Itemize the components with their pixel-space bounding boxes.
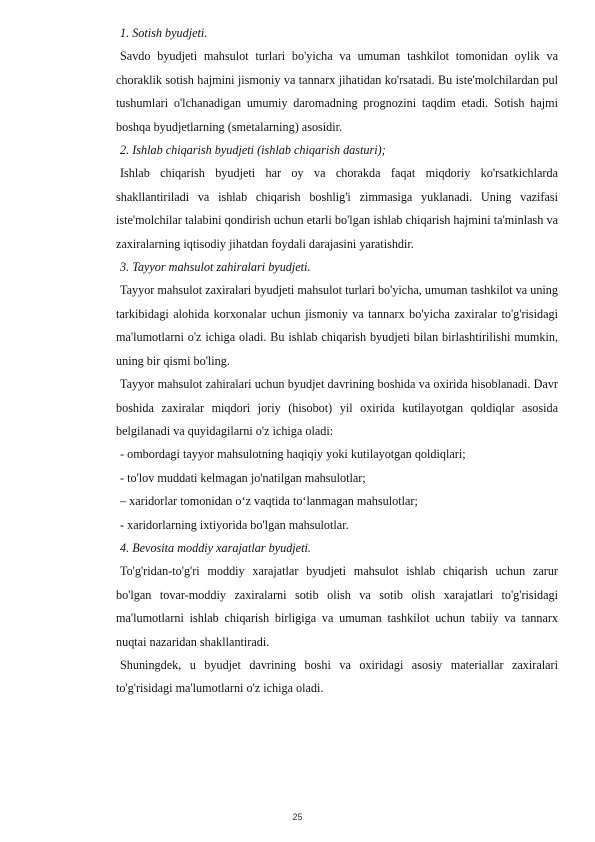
list-item: - xaridorlarning ixtiyorida bo'lgan mahsulotlar. — [120, 517, 349, 532]
paragraph-finished-goods-budget: Tayyor mahsulot zaxiralari byudjeti mahsulot turlari bo'yicha, umuman tashkilot va uning tarkibidagi alohida korxonalar uchun jismoniy va tannarx bo'yicha zaxiralar to'g'risidagi ma'lumotlarni o'z ichiga oladi. Bu ishlab chiqarish byudjeti bilan birlashtirilishi mumkin, uning bir qismi bo'ling. — [116, 283, 558, 368]
section-heading-production-budget: 2. Ishlab chiqarish byudjeti (ishlab chiqarish dasturi); — [120, 143, 386, 158]
paragraph-sales-budget: Savdo byudjeti mahsulot turlari bo'yicha va umuman tashkilot tomonidan oylik va choraklik sotish hajmini jismoniy va tannarx jihatidan ko'rsatadi. Bu iste'molchilardan pul tushumlari o'lchanadigan umumiy daromadning prognozini taqdim etadi. Sotish hajmi boshqa byudjetlarning (smetalarning) asosidir. — [116, 49, 558, 134]
paragraph-finished-goods-reserves: Tayyor mahsulot zahiralari uchun byudjet davrining boshida va oxirida hisoblanadi. Davr boshida zaxiralar miqdori joriy (hisobot) yil oxirida kutilayotgan qoldiqlar asosida belgilanadi va quyidagilarni o'z ichiga oladi: — [116, 377, 558, 438]
paragraph-production-budget: Ishlab chiqarish byudjeti har oy va chorakda faqat miqdoriy ko'rsatkichlarda shakllantiriladi va ishlab chiqarish boshlig'i zimmasiga yuklanadi. Uning vazifasi iste'molchilar talabini qondirish uchun etarli bo'lgan ishlab chiqarish hajmini ta'minlash va zaxiralarning iqtisodiy jihatdan foydali darajasini yaratishdir. — [116, 166, 558, 251]
paragraph-materials-reserves: Shuningdek, u byudjet davrining boshi va oxiridagi asosiy materiallar zaxiralari to'g'risidagi ma'lumotlarni o'z ichiga oladi. — [116, 657, 558, 696]
section-heading-sales-budget: 1. Sotish byudjeti. — [120, 26, 208, 40]
section-heading-finished-goods-budget: 3. Tayyor mahsulot zahiralari byudjeti. — [120, 260, 311, 275]
list-item: - ombordagi tayyor mahsulotning haqiqiy yoki kutilayotgan qoldiqlari; — [120, 447, 466, 462]
page-number: 25 — [292, 812, 303, 822]
document-body — [116, 22, 558, 701]
list-item: - to'lov muddati kelmagan jo'natilgan mahsulotlar; — [120, 470, 366, 485]
paragraph-direct-materials-budget: To'g'ridan-to'g'ri moddiy xarajatlar byudjeti mahsulot ishlab chiqarish uchun zarur bo'lgan tovar-moddiy zaxiralarni sotib olish va sotib olish xarajatlari to'g'risidagi ma'lumotlarni ishlab chiqarish birligiga va umuman tashkilot uchun tabiiy va tannarx nuqtai nazaridan shakllantiradi. — [116, 564, 558, 649]
section-heading-direct-materials-budget: 4. Bevosita moddiy xarajatlar byudjeti. — [120, 540, 311, 555]
list-item: – xaridorlar tomonidan o‘z vaqtida to‘lanmagan mahsulotlar; — [120, 494, 418, 509]
